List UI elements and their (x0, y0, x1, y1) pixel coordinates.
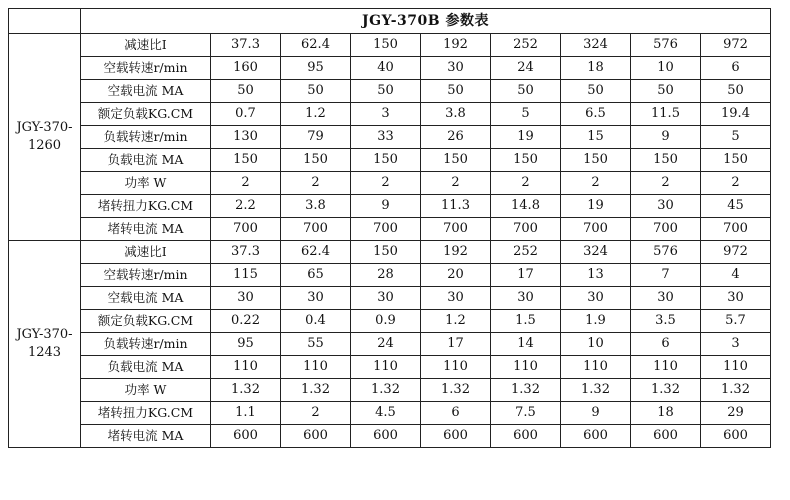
parameter-label-cell: 负载转速r/min (81, 333, 211, 356)
parameter-label-cell: 堵转扭力KG.CM (81, 402, 211, 425)
value-cell: 324 (561, 241, 631, 264)
value-cell: 14.8 (491, 195, 561, 218)
value-cell: 30 (351, 287, 421, 310)
value-cell: 6 (701, 57, 771, 80)
spec-table (8, 8, 771, 448)
value-cell: 9 (561, 402, 631, 425)
value-cell: 150 (631, 149, 701, 172)
parameter-label-cell: 堵转电流 MA (81, 218, 211, 241)
value-cell: 2 (491, 172, 561, 195)
value-cell: 3 (701, 333, 771, 356)
value-cell: 252 (491, 241, 561, 264)
value-cell: 972 (701, 34, 771, 57)
value-cell: 18 (561, 57, 631, 80)
value-cell: 3.5 (631, 310, 701, 333)
value-cell: 4 (701, 264, 771, 287)
value-cell: 1.2 (281, 103, 351, 126)
value-cell: 33 (351, 126, 421, 149)
value-cell: 1.32 (631, 379, 701, 402)
value-cell: 130 (211, 126, 281, 149)
value-cell: 1.2 (421, 310, 491, 333)
model-name-line2: 1260 (27, 138, 62, 153)
value-cell: 3.8 (421, 103, 491, 126)
value-cell: 45 (701, 195, 771, 218)
value-cell: 19.4 (701, 103, 771, 126)
value-cell: 30 (211, 287, 281, 310)
value-cell: 110 (631, 356, 701, 379)
value-cell: 1.1 (211, 402, 281, 425)
value-cell: 20 (421, 264, 491, 287)
value-cell: 50 (421, 80, 491, 103)
corner-cell (9, 9, 81, 34)
model-name-line2: 1243 (27, 345, 62, 360)
value-cell: 110 (281, 356, 351, 379)
table-title: JGY-370B 参数表 (81, 9, 771, 34)
parameter-label-cell: 空载转速r/min (81, 264, 211, 287)
value-cell: 150 (281, 149, 351, 172)
value-cell: 150 (351, 241, 421, 264)
value-cell: 700 (211, 218, 281, 241)
value-cell: 3.8 (281, 195, 351, 218)
value-cell: 13 (561, 264, 631, 287)
value-cell: 2 (421, 172, 491, 195)
value-cell: 576 (631, 241, 701, 264)
value-cell: 11.3 (421, 195, 491, 218)
value-cell: 700 (701, 218, 771, 241)
value-cell: 19 (491, 126, 561, 149)
table-row (9, 149, 771, 172)
value-cell: 50 (561, 80, 631, 103)
value-cell: 2 (211, 172, 281, 195)
value-cell: 2 (701, 172, 771, 195)
value-cell: 0.9 (351, 310, 421, 333)
value-cell: 15 (561, 126, 631, 149)
table-row (9, 57, 771, 80)
parameter-label-cell: 额定负载KG.CM (81, 310, 211, 333)
value-cell: 150 (421, 149, 491, 172)
value-cell: 2.2 (211, 195, 281, 218)
table-row (9, 103, 771, 126)
value-cell: 24 (491, 57, 561, 80)
table-row (9, 126, 771, 149)
table-row (9, 195, 771, 218)
parameter-label-cell: 减速比I (81, 241, 211, 264)
value-cell: 700 (351, 218, 421, 241)
model-name-line1: JGY-370- (16, 120, 73, 135)
value-cell: 972 (701, 241, 771, 264)
value-cell: 6 (421, 402, 491, 425)
value-cell: 700 (491, 218, 561, 241)
value-cell: 24 (351, 333, 421, 356)
model-name-line1: JGY-370- (16, 327, 73, 342)
value-cell: 600 (351, 425, 421, 448)
value-cell: 576 (631, 34, 701, 57)
value-cell: 30 (561, 287, 631, 310)
value-cell: 2 (631, 172, 701, 195)
table-row (9, 218, 771, 241)
value-cell: 4.5 (351, 402, 421, 425)
value-cell: 1.32 (701, 379, 771, 402)
model-name-cell (9, 241, 81, 448)
value-cell: 9 (631, 126, 701, 149)
value-cell: 192 (421, 34, 491, 57)
value-cell: 150 (491, 149, 561, 172)
value-cell: 37.3 (211, 34, 281, 57)
title-row (9, 9, 771, 34)
parameter-label-cell: 功率 W (81, 379, 211, 402)
value-cell: 150 (701, 149, 771, 172)
table-row (9, 333, 771, 356)
value-cell: 1.32 (281, 379, 351, 402)
value-cell: 600 (211, 425, 281, 448)
value-cell: 1.32 (561, 379, 631, 402)
value-cell: 10 (631, 57, 701, 80)
value-cell: 29 (701, 402, 771, 425)
parameter-label-cell: 负载电流 MA (81, 149, 211, 172)
value-cell: 1.5 (491, 310, 561, 333)
table-row (9, 425, 771, 448)
value-cell: 2 (561, 172, 631, 195)
value-cell: 2 (281, 402, 351, 425)
value-cell: 40 (351, 57, 421, 80)
value-cell: 600 (561, 425, 631, 448)
value-cell: 0.4 (281, 310, 351, 333)
table-row (9, 34, 771, 57)
value-cell: 5.7 (701, 310, 771, 333)
value-cell: 150 (351, 149, 421, 172)
value-cell: 95 (211, 333, 281, 356)
value-cell: 17 (421, 333, 491, 356)
value-cell: 252 (491, 34, 561, 57)
spec-table-body (9, 9, 771, 448)
value-cell: 110 (211, 356, 281, 379)
value-cell: 110 (701, 356, 771, 379)
value-cell: 30 (421, 287, 491, 310)
value-cell: 5 (701, 126, 771, 149)
value-cell: 30 (631, 195, 701, 218)
parameter-label-cell: 空载电流 MA (81, 80, 211, 103)
value-cell: 50 (491, 80, 561, 103)
value-cell: 28 (351, 264, 421, 287)
value-cell: 700 (281, 218, 351, 241)
value-cell: 50 (281, 80, 351, 103)
value-cell: 700 (561, 218, 631, 241)
value-cell: 1.32 (211, 379, 281, 402)
value-cell: 55 (281, 333, 351, 356)
value-cell: 5 (491, 103, 561, 126)
value-cell: 2 (351, 172, 421, 195)
parameter-label-cell: 减速比I (81, 34, 211, 57)
value-cell: 65 (281, 264, 351, 287)
value-cell: 160 (211, 57, 281, 80)
value-cell: 1.9 (561, 310, 631, 333)
value-cell: 110 (421, 356, 491, 379)
value-cell: 600 (631, 425, 701, 448)
parameter-label-cell: 负载转速r/min (81, 126, 211, 149)
value-cell: 11.5 (631, 103, 701, 126)
table-row (9, 356, 771, 379)
model-name-cell (9, 34, 81, 241)
value-cell: 6 (631, 333, 701, 356)
value-cell: 110 (491, 356, 561, 379)
value-cell: 192 (421, 241, 491, 264)
value-cell: 14 (491, 333, 561, 356)
value-cell: 37.3 (211, 241, 281, 264)
table-row (9, 310, 771, 333)
value-cell: 30 (421, 57, 491, 80)
value-cell: 3 (351, 103, 421, 126)
value-cell: 1.32 (491, 379, 561, 402)
value-cell: 26 (421, 126, 491, 149)
value-cell: 1.32 (351, 379, 421, 402)
value-cell: 6.5 (561, 103, 631, 126)
value-cell: 0.7 (211, 103, 281, 126)
value-cell: 600 (701, 425, 771, 448)
value-cell: 10 (561, 333, 631, 356)
value-cell: 150 (351, 34, 421, 57)
value-cell: 0.22 (211, 310, 281, 333)
value-cell: 7.5 (491, 402, 561, 425)
table-row (9, 287, 771, 310)
value-cell: 110 (351, 356, 421, 379)
table-row (9, 402, 771, 425)
value-cell: 18 (631, 402, 701, 425)
value-cell: 30 (701, 287, 771, 310)
value-cell: 50 (631, 80, 701, 103)
value-cell: 62.4 (281, 34, 351, 57)
value-cell: 600 (281, 425, 351, 448)
parameter-label-cell: 堵转扭力KG.CM (81, 195, 211, 218)
parameter-label-cell: 空载转速r/min (81, 57, 211, 80)
value-cell: 115 (211, 264, 281, 287)
value-cell: 19 (561, 195, 631, 218)
value-cell: 7 (631, 264, 701, 287)
value-cell: 62.4 (281, 241, 351, 264)
table-row (9, 80, 771, 103)
value-cell: 1.32 (421, 379, 491, 402)
value-cell: 2 (281, 172, 351, 195)
parameter-label-cell: 负载电流 MA (81, 356, 211, 379)
value-cell: 17 (491, 264, 561, 287)
value-cell: 30 (281, 287, 351, 310)
value-cell: 50 (701, 80, 771, 103)
table-row (9, 264, 771, 287)
value-cell: 700 (421, 218, 491, 241)
value-cell: 95 (281, 57, 351, 80)
value-cell: 324 (561, 34, 631, 57)
parameter-label-cell: 额定负载KG.CM (81, 103, 211, 126)
value-cell: 150 (561, 149, 631, 172)
parameter-label-cell: 空载电流 MA (81, 287, 211, 310)
spec-table-container (8, 8, 771, 448)
value-cell: 30 (491, 287, 561, 310)
value-cell: 600 (421, 425, 491, 448)
value-cell: 150 (211, 149, 281, 172)
value-cell: 30 (631, 287, 701, 310)
value-cell: 600 (491, 425, 561, 448)
value-cell: 50 (351, 80, 421, 103)
value-cell: 110 (561, 356, 631, 379)
table-row (9, 241, 771, 264)
value-cell: 9 (351, 195, 421, 218)
value-cell: 50 (211, 80, 281, 103)
parameter-label-cell: 功率 W (81, 172, 211, 195)
table-row (9, 172, 771, 195)
table-row (9, 379, 771, 402)
parameter-label-cell: 堵转电流 MA (81, 425, 211, 448)
value-cell: 79 (281, 126, 351, 149)
value-cell: 700 (631, 218, 701, 241)
